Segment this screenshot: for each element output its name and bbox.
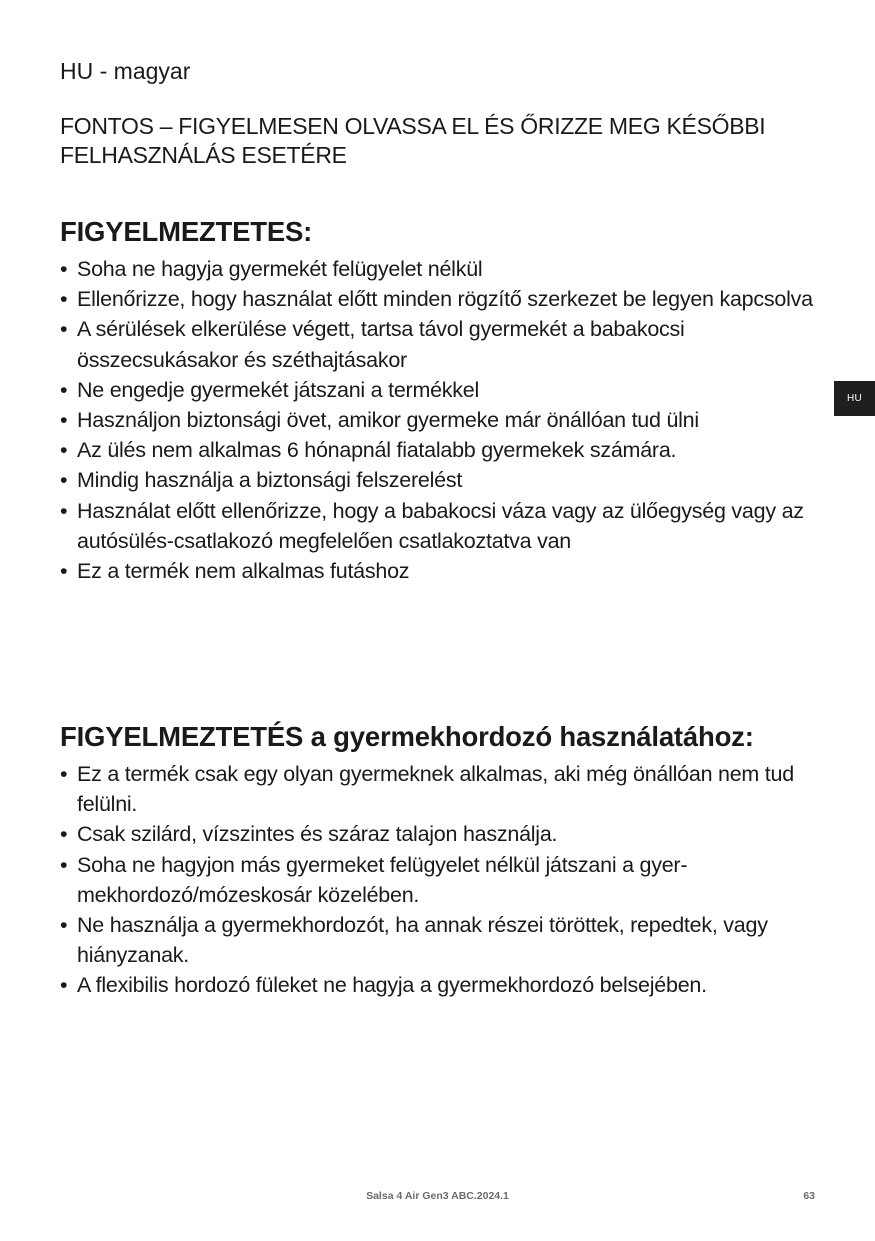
bullet-icon: • xyxy=(60,762,68,786)
list-item xyxy=(60,405,830,435)
list-item xyxy=(60,759,830,819)
bullet-icon: • xyxy=(60,287,68,312)
list-item-text: Használat előtt ellenőrizze, hogy a babakocsi váza vagy az ülőegység vagy az autósülés-csatlakozó megfelelően csatlakoztatva van xyxy=(77,498,804,553)
page-number: 63 xyxy=(803,1190,815,1202)
list-item-text: Használjon biztonsági övet, amikor gyermeke már önállóan tud ülni xyxy=(77,408,699,433)
bullet-icon: • xyxy=(60,408,68,433)
list-item xyxy=(60,314,830,374)
footer-title: Salsa 4 Air Gen3 ABC.2024.1 xyxy=(366,1190,509,1202)
important-notice: FONTOS – FIGYELMESEN OLVASSA EL ÉS ŐRIZZE MEG KÉSŐBBI FELHASZNÁLÁS ESETÉRE xyxy=(60,113,766,168)
list-item xyxy=(60,496,830,556)
bullet-icon: • xyxy=(60,317,68,342)
list-item-text: Ez a termék nem alkalmas futáshoz xyxy=(77,559,410,584)
language-tab: HU xyxy=(834,381,875,416)
list-item-text: Ne használja a gyermekhordozót, ha annak részei töröttek, repedtek, vagy hiányzanak. xyxy=(77,913,768,968)
list-item xyxy=(60,556,830,586)
list-item xyxy=(60,284,830,314)
list-item xyxy=(60,435,830,465)
section-heading: FIGYELMEZTETES: xyxy=(60,216,313,247)
list-item-text: Az ülés nem alkalmas 6 hónapnál fiatalabb gyermekek számára. xyxy=(77,438,677,463)
list-item-text: A sérülések elkerülése végett, tartsa távol gyermekét a babakocsi összecsukásakor és széthajtásakor xyxy=(77,317,685,372)
section-heading: FIGYELMEZTETÉS a gyermekhordozó használatához: xyxy=(60,721,754,752)
list-item xyxy=(60,970,830,1000)
list-item-text: Ez a termék csak egy olyan gyermeknek alkalmas, aki még önállóan nem tud felülni. xyxy=(77,762,794,817)
warning-list xyxy=(60,254,830,586)
list-item-text: Soha ne hagyja gyermekét felügyelet nélkül xyxy=(77,257,483,281)
bullet-icon: • xyxy=(60,438,68,463)
list-item-text: A flexibilis hordozó füleket ne hagyja a gyermekhordozó belsejében. xyxy=(77,973,707,998)
list-item xyxy=(60,819,830,849)
bullet-icon: • xyxy=(60,468,68,493)
warning-section xyxy=(60,214,830,586)
list-item-text: Ellenőrizze, hogy használat előtt minden rögzítő szerkezet be legyen kapcsolva xyxy=(77,287,813,312)
bullet-icon: • xyxy=(60,559,68,584)
bullet-icon: • xyxy=(60,498,68,523)
carrycot-warning-section xyxy=(60,719,830,1001)
bullet-icon: • xyxy=(60,257,68,281)
bullet-icon: • xyxy=(60,377,68,402)
bullet-icon: • xyxy=(60,852,68,877)
list-item-text: Ne engedje gyermekét játszani a termékkel xyxy=(77,377,480,402)
list-item xyxy=(60,465,830,495)
list-item-text: Mindig használja a biztonsági felszerelést xyxy=(77,468,463,493)
list-item-text: Csak szilárd, vízszintes és száraz talajon használja. xyxy=(77,822,558,847)
bullet-icon: • xyxy=(60,913,68,938)
list-item-text: Soha ne hagyjon más gyermeket felügyelet nélkül játszani a gyermekhordozó/mózeskosár közelében. xyxy=(77,852,688,907)
list-item xyxy=(60,910,830,970)
carrycot-warning-list xyxy=(60,759,830,1001)
bullet-icon: • xyxy=(60,822,68,847)
bullet-icon: • xyxy=(60,973,68,998)
language-line: HU - magyar xyxy=(60,58,191,84)
list-item xyxy=(60,254,830,284)
list-item xyxy=(60,375,830,405)
list-item xyxy=(60,850,830,910)
